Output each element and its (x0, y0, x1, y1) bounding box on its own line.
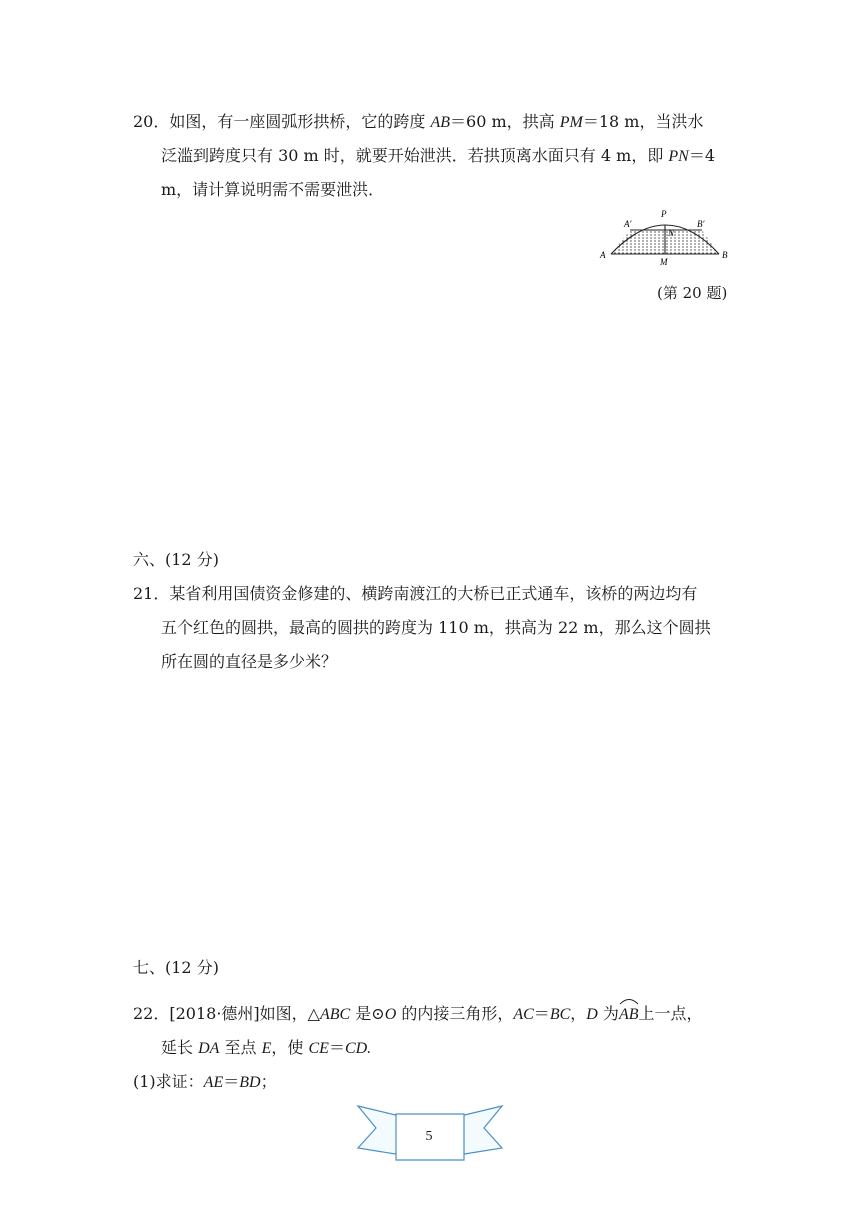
q22-text: 是⊙ (350, 1004, 385, 1023)
q22-sub-1 (133, 1072, 277, 1093)
q21-line-1: 21．某省利用国债资金修建的、横跨南渡江的大桥已正式通车，该桥的两边均有 (133, 584, 698, 603)
q22-line-2 (161, 1038, 371, 1059)
math-var: CE (308, 1040, 329, 1057)
q22-text: 至点 (219, 1038, 262, 1057)
page-number: 5 (425, 1129, 433, 1144)
label-b-prime: B′ (697, 219, 705, 229)
q20-text: ＝4 (688, 146, 716, 165)
q22-text: ＝ (533, 1004, 550, 1023)
q22-text: 延长 (161, 1038, 199, 1057)
q20-text: 如图，有一座圆弧形拱桥，它的跨度 (169, 112, 431, 131)
arc-ab (619, 1004, 639, 1025)
math-var: PM (559, 114, 583, 131)
q21-line-2: 五个红色的圆拱，最高的圆拱的跨度为 110 m，拱高为 22 m，那么这个圆拱 (161, 618, 711, 637)
label-n: N (668, 228, 675, 238)
q20-line-3 (161, 180, 384, 200)
label-a-prime: A′ (624, 219, 632, 229)
math-var: D (586, 1006, 598, 1023)
figure-caption: (第 20 题) (657, 284, 728, 302)
label-a: A (600, 250, 606, 260)
q22-text: ，使 (271, 1038, 309, 1057)
math-var: E (261, 1040, 272, 1057)
math-var: BC (549, 1006, 571, 1023)
math-var: AC (513, 1006, 534, 1023)
q20-text: 泛滥到跨度只有 30 m 时，就要开始泄洪．若拱顶离水面只有 4 m，即 (161, 146, 669, 165)
q20-text: m，请计算说明需不需要泄洪． (161, 180, 385, 199)
label-p: P (661, 209, 667, 219)
math-var: AB (618, 1006, 639, 1023)
label-m: M (660, 257, 668, 267)
q22-text: 上一点， (638, 1004, 703, 1023)
q22-text: 为 (597, 1004, 619, 1023)
q20-number: 20． (133, 112, 170, 131)
math-var: BD (239, 1074, 261, 1091)
q22-text: (1)求证： (133, 1072, 204, 1091)
bridge-arch-figure (596, 208, 736, 270)
math-var: PN (668, 148, 689, 165)
math-var: CD. (344, 1040, 372, 1057)
q22-line-1 (133, 1004, 703, 1025)
math-var: ABC (319, 1006, 351, 1023)
q21-line-3: 所在圆的直径是多少米？ (161, 652, 338, 671)
math-var: DA (198, 1040, 220, 1057)
label-b: B (722, 250, 728, 260)
q22-text: ， (570, 1004, 587, 1023)
q22-text: ＝ (328, 1038, 345, 1057)
math-var: AB (430, 114, 451, 131)
q20-line-2 (161, 146, 715, 167)
arc-symbol (618, 997, 640, 1005)
q20-line-1 (133, 112, 703, 133)
q20-text: ＝60 m，拱高 (450, 112, 560, 131)
section-7-heading: 七、(12 分) (133, 958, 219, 977)
q22-text: 的内接三角形， (396, 1004, 514, 1023)
section-6-heading: 六、(12 分) (133, 550, 219, 569)
math-var: O (384, 1006, 397, 1023)
q20-text: ＝18 m，当洪水 (582, 112, 704, 131)
math-var: AE (203, 1074, 224, 1091)
q22-text: ＝ (223, 1072, 240, 1091)
q22-text: ； (260, 1072, 277, 1091)
q22-text: 22．[2018·德州]如图，△ (133, 1004, 320, 1023)
